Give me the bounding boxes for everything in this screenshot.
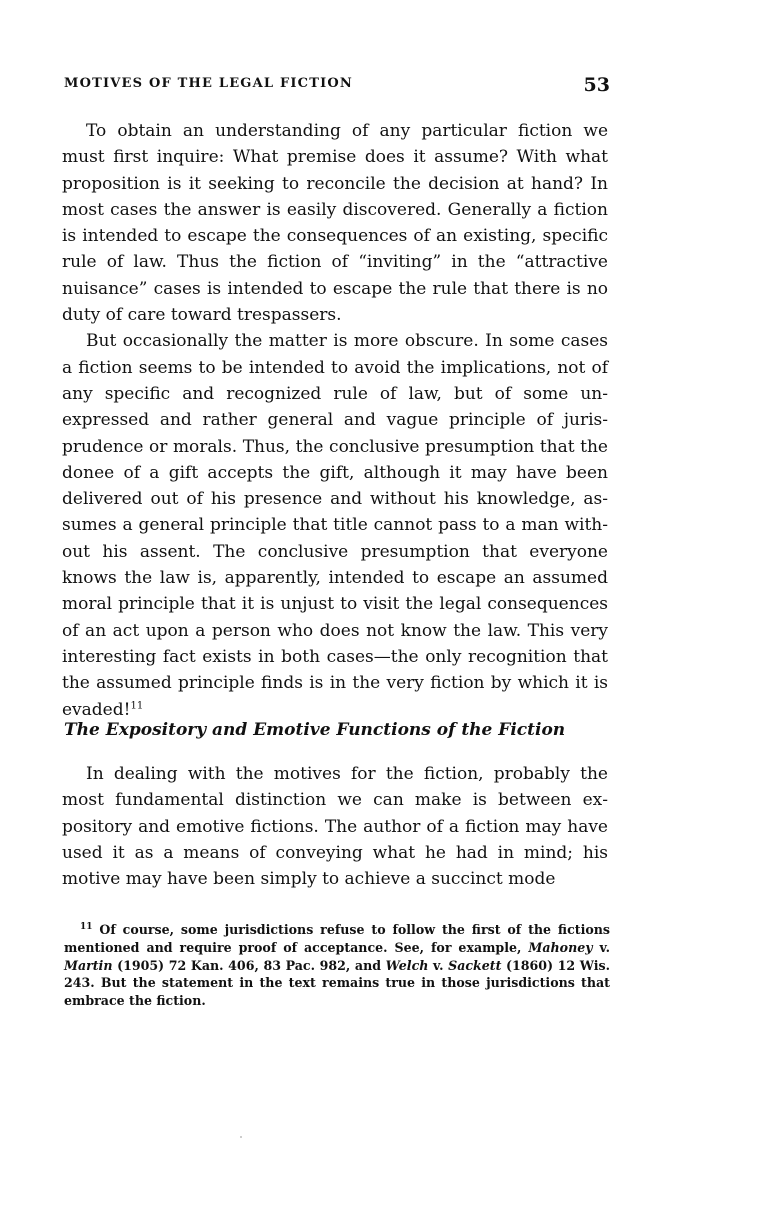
scan-speck — [240, 1136, 242, 1138]
footnote-v: v. — [592, 939, 610, 955]
section-heading: The Expository and Emotive Functions of the Fiction — [64, 720, 566, 740]
footnote-citation: (1905) 72 Kan. 406, 83 Pac. 982, and — [112, 957, 386, 973]
footnote-number: 11 — [80, 921, 93, 932]
section-body-text — [62, 761, 608, 892]
footnote — [64, 921, 610, 1010]
paragraph-2 — [62, 328, 608, 722]
paragraph-1: To obtain an understanding of any particular fiction we must first inquire: What premise does it assume? With what proposition is it seeking to reconcile the decision at hand? In most cases the answer is easily discovered. Generally a fiction is intended to escape the consequences of an existing, specific rule of law. Thus the fiction of “inviting” in the “attractive nuisance” cases is intended to escape the rule that there is no duty of care toward trespassers. — [62, 121, 608, 326]
footnote-citation: (1860) 12 Wis. 243. But the statement in the text remains true in those jurisdictions that embrace the fiction. — [64, 957, 610, 1009]
case-name: Sackett — [448, 957, 502, 973]
page-number: 53 — [583, 74, 610, 96]
running-head: MOTIVES OF THE LEGAL FICTION — [64, 76, 353, 91]
case-name: Mahoney — [528, 939, 593, 955]
body-text — [62, 118, 608, 723]
case-name: Welch — [385, 957, 429, 973]
case-name: Martin — [64, 957, 113, 973]
paragraph-2-text: But occasionally the matter is more obscure. In some cases a fiction seems to be intended to avoid the implications, not of any specific and recognized rule of law, but of some unexpressed and rather general and vague principle of jurisprudence or morals. Thus, the conclusive presumption that the donee of a gift accepts the gift, although it may have been delivered out of his presence and without his knowledge, assumes a general principle that title cannot pass to a man without his assent. The conclusive presumption that everyone knows the law is, apparently, intended to escape an assumed moral principle that it is unjust to visit the legal consequences of an act upon a person who does not know the law. This very interesting fact exists in both cases—the only recognition that the assumed principle finds is in the very fiction by which it is evaded! — [62, 331, 608, 720]
paragraph-3: In dealing with the motives for the fiction, probably the most fundamental distinction we can make is between expository and emotive fictions. The author of a fiction may have used it as a means of conveying what he had in mind; his motive may have been simply to achieve a succinct mode — [62, 764, 608, 890]
footnote-text-1: Of course, some jurisdictions refuse to follow the first of the fictions mentioned and require proof of acceptance. See, for example, — [64, 922, 610, 955]
footnote-reference: 11 — [130, 699, 144, 711]
footnote-v: v. — [428, 957, 449, 973]
